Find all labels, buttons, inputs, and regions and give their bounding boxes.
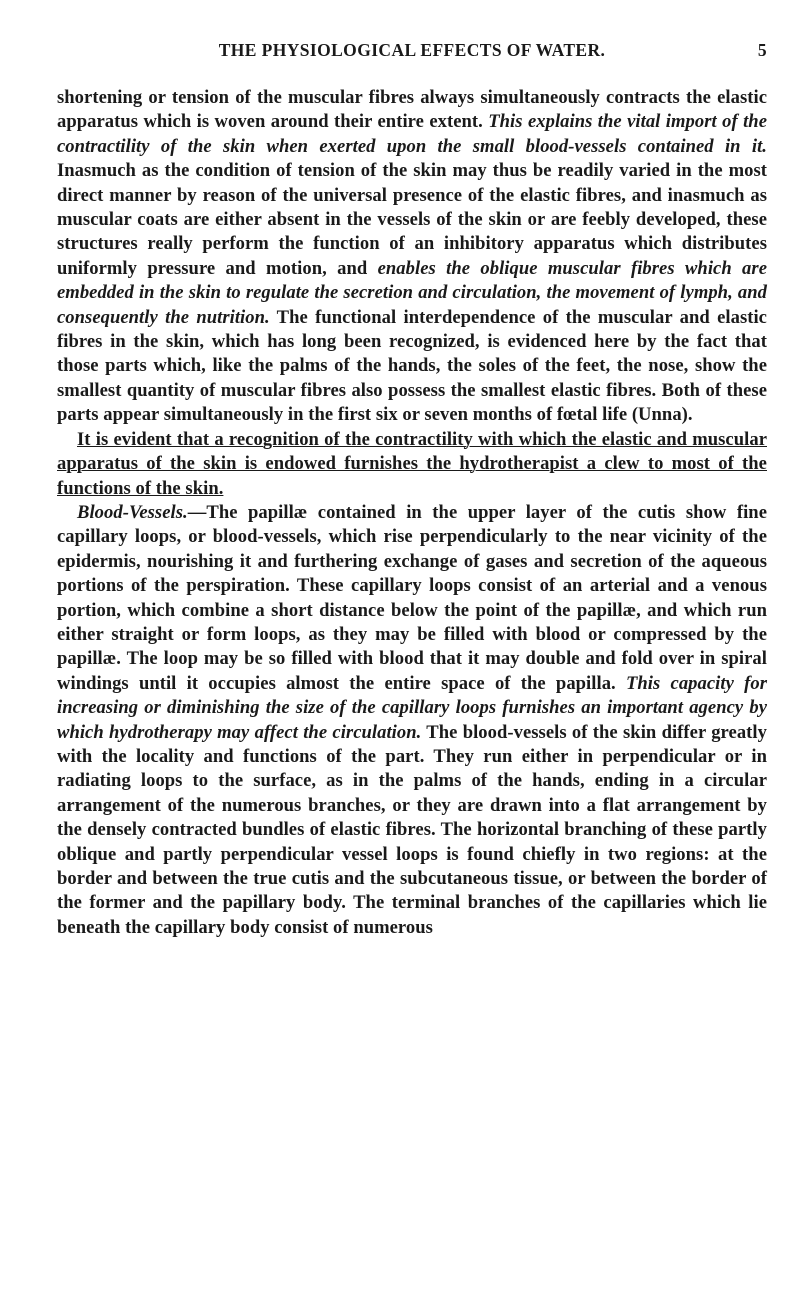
paragraph-3-blood-vessels bbox=[57, 501, 767, 940]
body-text bbox=[57, 86, 767, 940]
section-heading-blood-vessels: Blood-Vessels. bbox=[77, 501, 188, 523]
book-page bbox=[57, 40, 767, 940]
running-title: THE PHYSIOLOGICAL EFFECTS OF WATER. bbox=[218, 40, 606, 60]
underlined-segment: It is evident that a recognition of the contractility with which the elastic and muscular apparatus of the skin is endowed furnishes the hydrotherapist a clew to most of the functions of the skin. bbox=[57, 428, 767, 499]
text-segment: —The papillæ contained in the upper layer of the cutis show fine capillary loops, or blood-vessels, which rise perpendicularly to the near vicinity of the epidermis, nourishing it and furthering exchange of gases and secretion of the aqueous portions of the perspiration. These capillary loops consist of an arterial and a venous portion, which combine a short distance below the point of the papillæ, and which run either straight or form loops, as they may be filled with blood or compressed by the papillæ. The loop may be so filled with blood that it may double and fold over in spiral windings until it occupies almost the entire space of the papilla. bbox=[57, 501, 767, 694]
paragraph-2 bbox=[57, 428, 767, 501]
text-segment: The functional interdependence of the muscular and elastic fibres in the skin, which has long been recognized, is evidenced here by the fact that those parts which, like the palms of the hands, the soles of the feet, the nose, show the smallest quantity of muscular fibres also possess the smallest elastic fibres. Both of these parts appear simultaneously in the first six or seven months of fœtal life (Unna). bbox=[57, 306, 767, 426]
running-header bbox=[57, 40, 767, 66]
paragraph-1 bbox=[57, 86, 767, 428]
italic-segment: This explains the vital import of the contractility of the skin when exerted upon the small blood-vessels contained in it. bbox=[57, 111, 767, 157]
italic-segment: This capacity for increasing or diminishing the size of the capillary loops furnishes an important agency by which hydrotherapy may affect the circulation. bbox=[57, 672, 767, 743]
italic-segment: enables the oblique muscular fibres which are embedded in the skin to regulate the secretion and circulation, the movement of lymph, and consequently the nutrition. bbox=[57, 257, 767, 328]
text-segment: Inasmuch as the condition of tension of the skin may thus be readily varied in the most direct manner by reason of the universal presence of the elastic fibres, and inasmuch as muscular coats are either absent in the vessels of the skin or are feebly developed, these structures really perform the function of an inhibitory apparatus which distributes uniformly pressure and motion, and bbox=[57, 160, 767, 279]
page-number: 5 bbox=[757, 40, 767, 60]
text-segment: shortening or tension of the muscular fibres always simultaneously contracts the elastic apparatus which is woven around their entire extent. bbox=[57, 87, 767, 133]
text-segment: The blood-vessels of the skin differ greatly with the locality and functions of the part. They run either in perpendicular or in radiating loops to the surface, as in the palms of the hands, ending in a circular arrangement of the numerous branches, or they are drawn into a flat arrangement by the densely contracted bundles of elastic fibres. The horizontal branching of these partly oblique and partly perpendicular vessel loops is found chiefly in two regions: at the border and between the true cutis and the subcutaneous tissue, or between the border of the former and the papillary body. The terminal branches of the capillaries which lie beneath the capillary body consist of numerous bbox=[57, 721, 767, 938]
